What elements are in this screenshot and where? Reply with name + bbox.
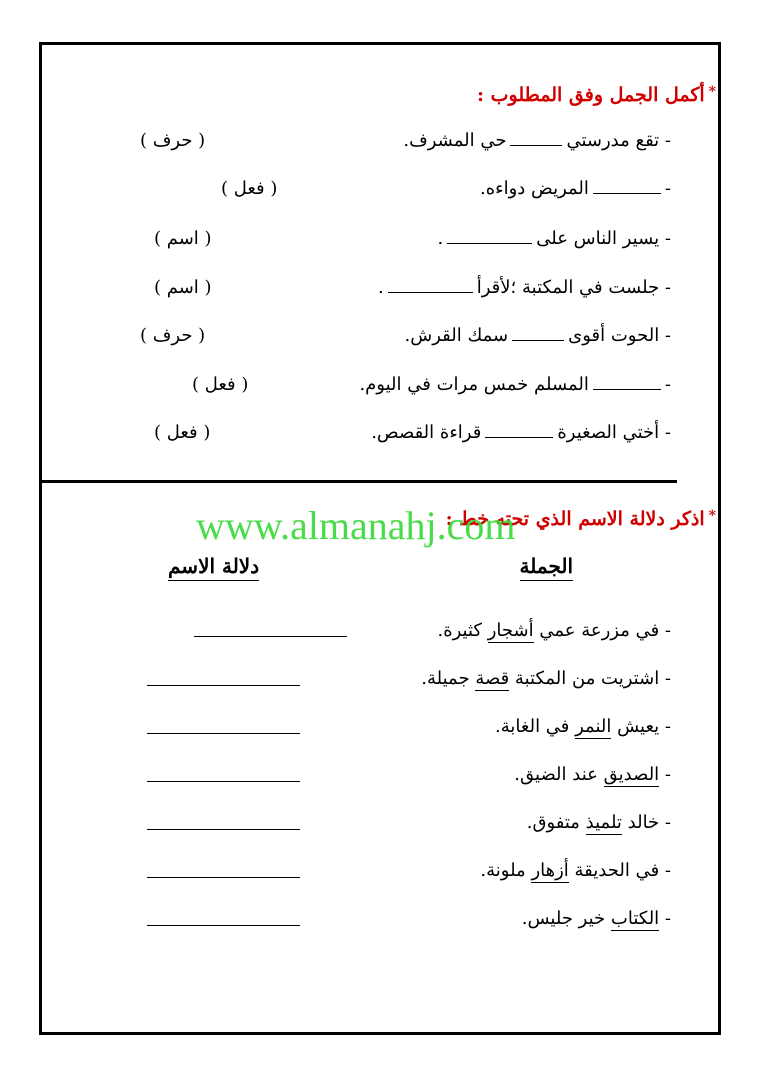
- fill-blank[interactable]: [593, 375, 661, 390]
- answer-line[interactable]: [147, 877, 300, 878]
- exercise2-row-4: [514, 764, 671, 785]
- exercise2-row-3: [495, 716, 671, 737]
- underlined-noun: النمر: [575, 716, 612, 737]
- exercise1-row-3: [438, 228, 672, 249]
- row-text: - في الحديقة: [568, 860, 671, 881]
- exercise2-row-5: [527, 812, 671, 833]
- row-text: .: [378, 277, 384, 298]
- hint: ( اسم ): [154, 228, 212, 249]
- exercise1-row-4: [378, 277, 671, 298]
- hint: ( حرف ): [140, 130, 206, 151]
- exercise2-row-6: [480, 860, 671, 881]
- section1-title: أكمل الجمل وفق المطلوب :: [477, 84, 705, 106]
- exercise2-row-7: [522, 908, 671, 929]
- row-text: - أختي الصغيرة: [557, 422, 671, 443]
- hint: ( فعل ): [221, 178, 278, 199]
- exercise1-row-1: [403, 130, 671, 151]
- fill-blank[interactable]: [593, 179, 661, 194]
- row-text: -: [659, 908, 671, 929]
- fill-blank[interactable]: [388, 278, 473, 293]
- row-text: - الحوت أقوى: [568, 325, 671, 346]
- answer-line[interactable]: [147, 733, 300, 734]
- row-text: خير جليس.: [521, 908, 611, 929]
- watermark: www.almanahj.com: [196, 503, 516, 548]
- row-text: متفوق.: [526, 812, 586, 833]
- row-text: .: [437, 228, 444, 249]
- row-text: -: [659, 764, 671, 785]
- answer-line[interactable]: [147, 685, 300, 686]
- column-header-sentence: الجملة: [520, 554, 573, 581]
- underlined-noun: أشجار: [487, 620, 534, 641]
- underlined-noun: قصة: [475, 668, 510, 689]
- row-text: المسلم خمس مرات في اليوم.: [359, 374, 589, 395]
- row-text: - تقع مدرستي: [566, 130, 671, 151]
- section2-title: اذكر دلالة الاسم الذي تحته خط :: [445, 508, 705, 530]
- hint: ( اسم ): [154, 277, 212, 298]
- exercise1-row-5: [405, 325, 671, 346]
- row-text: - جلست في المكتبة ؛لأقرأ: [476, 277, 671, 298]
- row-text: في الغابة.: [495, 716, 576, 737]
- row-text: سمك القرش.: [404, 325, 509, 346]
- answer-line[interactable]: [147, 781, 300, 782]
- row-text: - يسير الناس على: [536, 228, 671, 249]
- exercise1-row-6: [359, 374, 671, 395]
- exercise2-row-2: [421, 668, 671, 689]
- underlined-noun: الكتاب: [610, 908, 660, 929]
- section-divider: [39, 480, 677, 483]
- row-text: قراءة القصص.: [371, 422, 482, 443]
- row-text: كثيرة.: [437, 620, 488, 641]
- row-text: عند الضيق.: [514, 764, 604, 785]
- row-text: المريض دواءه.: [479, 178, 589, 199]
- row-text: -: [664, 178, 671, 199]
- answer-line[interactable]: [194, 636, 347, 637]
- row-text: ملونة.: [480, 860, 532, 881]
- underlined-noun: أزهار: [531, 860, 569, 881]
- hint: ( فعل ): [192, 374, 249, 395]
- row-text: - اشتريت من المكتبة: [509, 668, 671, 689]
- exercise1-row-7: [371, 422, 671, 443]
- fill-blank[interactable]: [512, 326, 564, 341]
- underlined-noun: تلميذ: [585, 812, 622, 833]
- answer-line[interactable]: [147, 925, 300, 926]
- star-icon: *: [708, 508, 716, 524]
- fill-blank[interactable]: [510, 131, 562, 146]
- fill-blank[interactable]: [485, 423, 553, 438]
- hint: ( حرف ): [140, 325, 206, 346]
- row-text: حي المشرف.: [403, 130, 507, 151]
- star-icon: *: [708, 84, 716, 100]
- row-text: -: [664, 374, 671, 395]
- row-text: - في مزرعة عمي: [533, 620, 671, 641]
- row-text: - خالد: [621, 812, 671, 833]
- exercise1-row-2: [480, 178, 671, 199]
- section1-heading: [477, 84, 716, 106]
- fill-blank[interactable]: [447, 229, 532, 244]
- column-header-meaning: دلالة الاسم: [168, 554, 259, 581]
- hint: ( فعل ): [154, 422, 211, 443]
- answer-line[interactable]: [147, 829, 300, 830]
- underlined-noun: الصديق: [603, 764, 660, 785]
- exercise2-row-1: [437, 620, 671, 641]
- row-text: جميلة.: [421, 668, 476, 689]
- row-text: - يعيش: [611, 716, 671, 737]
